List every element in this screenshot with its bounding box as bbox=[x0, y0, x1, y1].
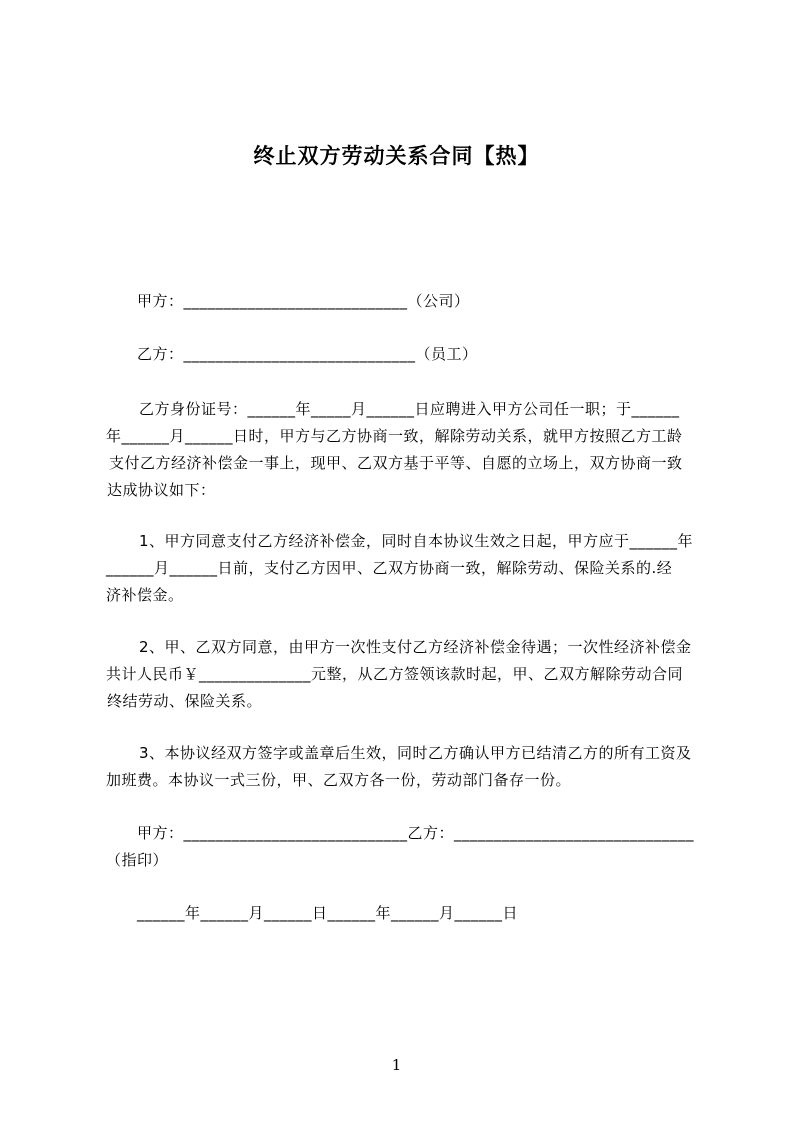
clause-3-line-1: 3、本协议经双方签字或盖章后生效，同时乙方确认甲方已结清乙方的所有工资及 bbox=[139, 744, 692, 762]
intro-line-1: 乙方身份证号：______年_____月______日应聘进入甲方公司任一职；于______ bbox=[139, 400, 680, 418]
party-a-line: 甲方：____________________________（公司） bbox=[137, 292, 470, 310]
intro-line-2: 年______月______日时，甲方与乙方协商一致，解除劳动关系，就甲方按照乙方工龄 bbox=[106, 427, 683, 445]
clause-1-line-2: ______月______日前，支付乙方因甲、乙双方协商一致，解除劳动、保险关系的.经 bbox=[106, 559, 673, 577]
signature-line: 甲方：____________________________乙方：______________________________ bbox=[137, 824, 695, 842]
clause-1-line-3: 济补偿金。 bbox=[106, 586, 184, 604]
intro-line-4: 达成协议如下： bbox=[107, 481, 216, 499]
page-number: 1 bbox=[391, 1056, 402, 1074]
intro-line-3: 支付乙方经济补偿金一事上，现甲、乙双方基于平等、自愿的立场上，双方协商一致 bbox=[109, 454, 683, 472]
fingerprint-label: （指印） bbox=[106, 851, 169, 869]
clause-3-line-2: 加班费。本协议一式三份，甲、乙双方各一份，劳动部门备存一份。 bbox=[106, 771, 572, 789]
clause-1-line-1: 1、甲方同意支付乙方经济补偿金，同时自本协议生效之日起，甲方应于______年 bbox=[139, 532, 694, 550]
document-title: 终止双方劳动关系合同【热】 bbox=[253, 144, 540, 168]
party-b-line: 乙方：_____________________________（员工） bbox=[137, 345, 478, 363]
date-line: ______年______月______日______年______月______日 bbox=[137, 904, 519, 922]
clause-2-line-3: 终结劳动、保险关系。 bbox=[107, 692, 263, 710]
clause-2-line-2: 共计人民币￥______________元整，从乙方签领该款时起，甲、乙双方解除劳动合同 bbox=[106, 665, 684, 683]
clause-2-line-1: 2、甲、乙双方同意，由甲方一次性支付乙方经济补偿金待遇；一次性经济补偿金 bbox=[139, 638, 692, 656]
